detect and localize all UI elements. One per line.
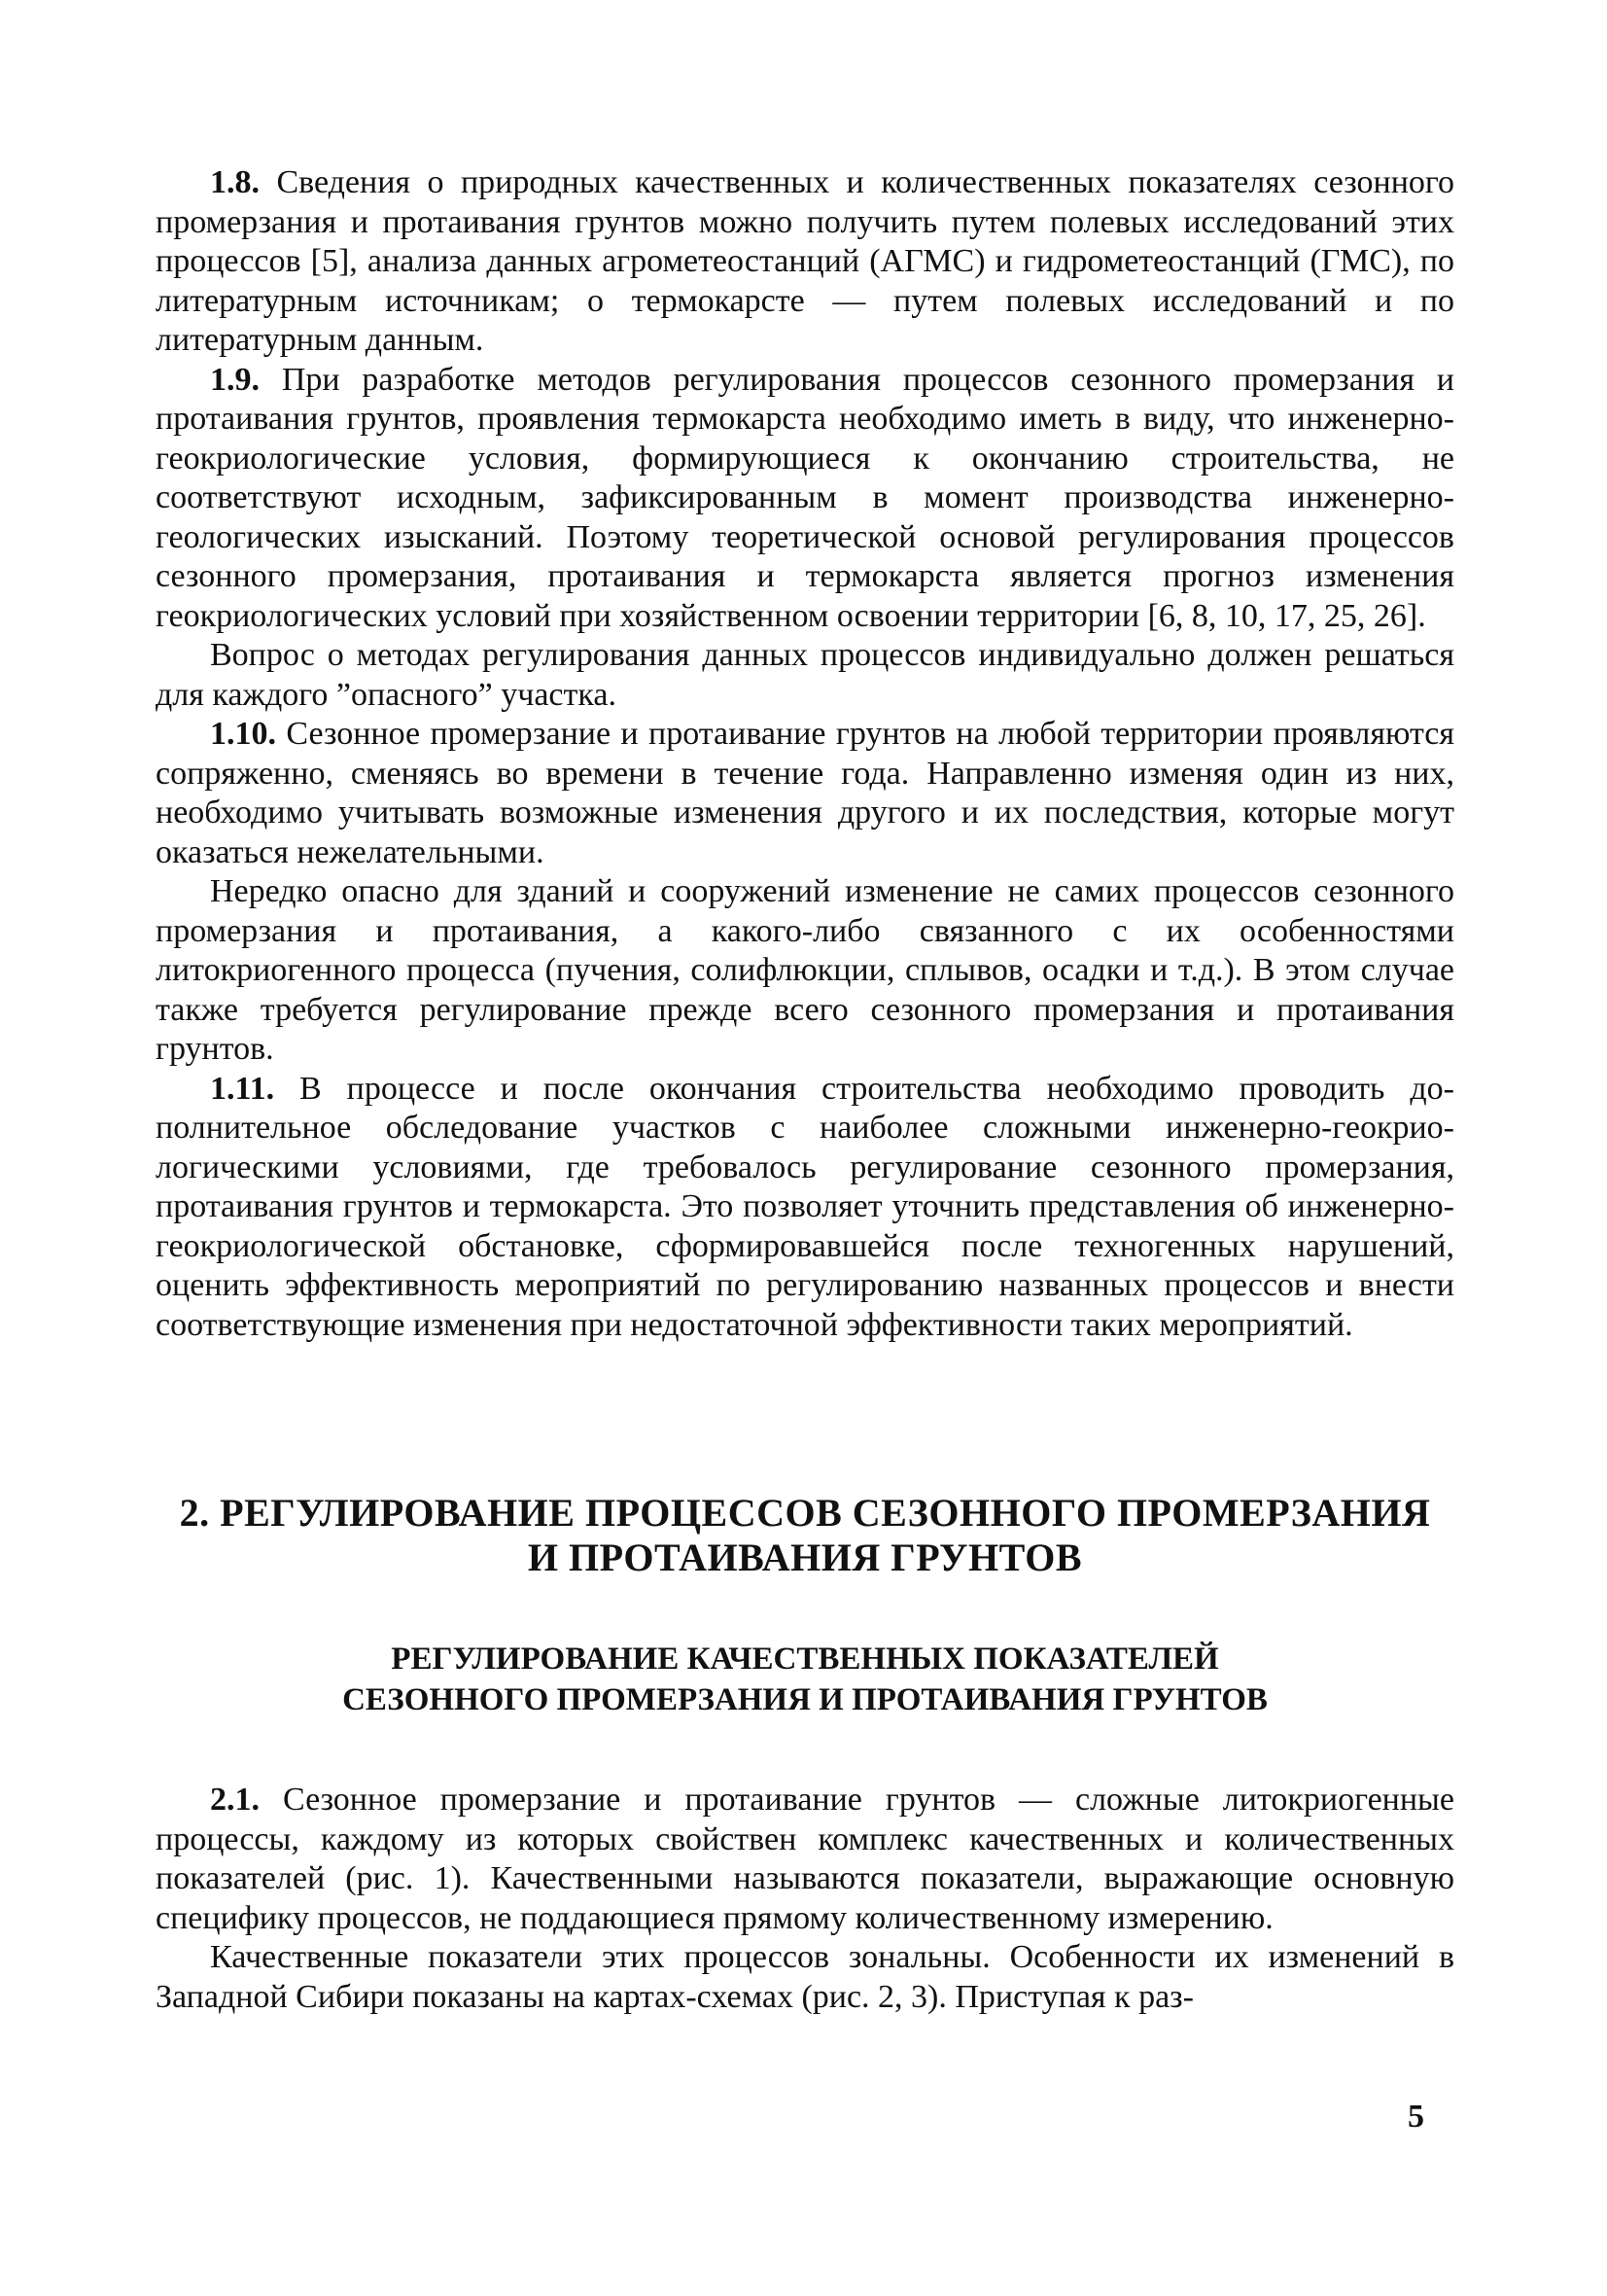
subsection-heading-line-2: СЕЗОННОГО ПРОМЕРЗАНИЯ И ПРОТАИВАНИЯ ГРУНТОВ [342, 1682, 1268, 1717]
clause-number: 1.8. [210, 164, 260, 200]
paragraph-text: В процессе и после окончания строительства необходимо проводить дополнительное обследование участков с наиболее сложными инженерно-геокриологическими условиями, где требовалось регулирование сезонного промерзания, протаивания грунтов и термокарста. Это позволяет уточнить представления об инженерно-геокриологической обстановке, сформировавшейся после техногенных нарушений, оценить эффективность мероприятий по регулированию названных процессов и внести соответствующие изменения при недостаточной эффективности таких мероприятий. [156, 1070, 1454, 1343]
page-number: 5 [1408, 2099, 1424, 2135]
subsection-heading [156, 1639, 1454, 1720]
paragraph-text: При разработке методов регулирования процессов сезонного промерзания и протаивания грунтов, проявления термокарста необходимо иметь в виду, что инженерно-геокриологические условия, формирующиеся к окончанию строительства, не соответствуют исходным, зафиксированным в момент производства инженерно-геологических изысканий. Поэтому теоретической основой регулирования процессов сезонного промерзания, протаивания и термокарста является прогноз изменения геокриологических условий при хозяйственном освоении территории [6, 8, 10, 17, 25, 26]. [156, 361, 1454, 634]
clause-number: 1.9. [210, 361, 260, 398]
paragraph-1-10 [156, 715, 1454, 872]
paragraph-1-11 [156, 1070, 1454, 1346]
paragraph-2-1 [156, 1781, 1454, 1938]
section-heading-line-1: 2. РЕГУЛИРОВАНИЕ ПРОЦЕССОВ СЕЗОННОГО ПРОМЕРЗАНИЯ [179, 1491, 1431, 1535]
paragraph-methods-question [156, 636, 1454, 715]
section-heading-line-2: И ПРОТАИВАНИЯ ГРУНТОВ [527, 1536, 1083, 1579]
section-heading [156, 1491, 1454, 1580]
paragraph-text: Сведения о природных качественных и количественных показателях сезонного промерзания и протаивания грунтов можно получить путем полевых исследований этих процессов [5], анализа данных агрометеостанций (АГМС) и гидрометеостанций (ГМС), по литературным источникам; о термокарсте — путем полевых исследований и по литературным данным. [156, 164, 1454, 358]
paragraph-often-dangerous [156, 872, 1454, 1070]
paragraph-text: Вопрос о методах регулирования данных процессов индивидуально должен решаться для каждого ”опасного” участка. [156, 637, 1454, 713]
paragraph-text: Сезонное промерзание и протаивание грунтов на любой территории проявляются сопряженно, сменяясь во времени в течение года. Направленно изменяя один из них, необходимо учитывать возможные изменения другого и их последствия, которые могут оказаться нежелательными. [156, 716, 1454, 870]
clause-number: 2.1. [210, 1782, 260, 1818]
paragraph-text: Сезонное промерзание и протаивание грунтов — сложные литокриогенные процессы, каждому из которых свойствен комплекс качественных и количественных показателей (рис. 1). Качественными называются показатели, выражающие основную специфику процессов, не поддающиеся прямому количественному измерению. [156, 1782, 1454, 1936]
paragraph-text: Нередко опасно для зданий и сооружений изменение не самих процессов сезонного промерзания и протаивания, а какого-либо связанного с их особенностями литокриогенного процесса (пучения, солифлюкции, сплывов, осадки и т.д.). В этом случае также требуется регулирование прежде всего сезонного промерзания и протаивания грунтов. [156, 873, 1454, 1067]
clause-number: 1.11. [210, 1070, 275, 1107]
document-page [156, 163, 1454, 2017]
clause-number: 1.10. [210, 716, 276, 752]
subsection-heading-line-1: РЕГУЛИРОВАНИЕ КАЧЕСТВЕННЫХ ПОКАЗАТЕЛЕЙ [391, 1642, 1219, 1677]
paragraph-1-8 [156, 163, 1454, 361]
paragraph-text: Качественные показатели этих процессов зональны. Особенности их изменений в Западной Сибири показаны на картах-схемах (рис. 2, 3). Приступая к раз- [156, 1939, 1454, 2015]
paragraph-qualitative-indicators [156, 1938, 1454, 2017]
paragraph-1-9 [156, 361, 1454, 637]
